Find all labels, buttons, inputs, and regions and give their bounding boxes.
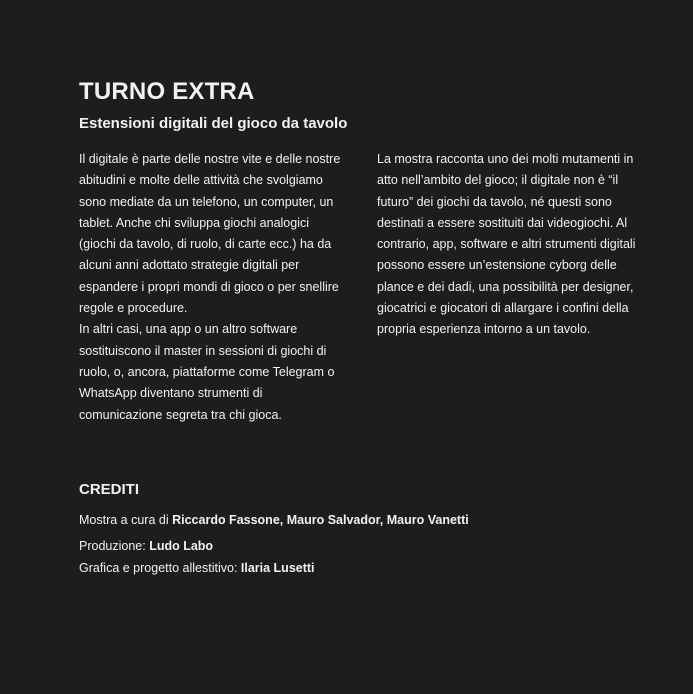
body-columns: [79, 149, 639, 426]
credit-production: [79, 535, 639, 557]
right-column: [377, 149, 639, 426]
credit-design: [79, 557, 639, 579]
credits-title: CREDITI: [79, 480, 139, 498]
exhibition-panel: [79, 78, 639, 579]
left-column: [79, 149, 341, 426]
design-label: Grafica e progetto allestitivo:: [79, 560, 241, 575]
right-column-text: La mostra racconta uno dei molti mutamenti in atto nell’ambito del gioco; il digitale non è “il futuro” dei giochi da tavolo, né questi sono destinati a essere sostituiti dai videogiochi. Al contrario, app, software e altri strumenti digitali possono essere un’estensione cyborg delle plance e dei dadi, una possibilità per designer, giocatrici e giocatori di allargare i confini della propria esperienza intorno a un tavolo.: [377, 152, 636, 337]
production-label: Produzione:: [79, 538, 150, 553]
production-name: Ludo Labo: [149, 538, 214, 553]
curated-names: Riccardo Fassone, Mauro Salvador, Mauro Vanetti: [172, 512, 469, 527]
left-column-text: Il digitale è parte delle nostre vite e delle nostre abitudini e molte delle attività che svolgiamo sono mediate da un telefono, un computer, un tablet. Anche chi sviluppa giochi analogici (giochi da tavolo, di ruolo, di carte ecc.) ha da alcuni anni adottato strategie digitali per espandere i propri mondi di gioco o per snellire regole e procedure. In altri casi, una app o un altro software sostituiscono il master in sessioni di giochi di ruolo, o, ancora, piattaforme come Telegram o WhatsApp diventano strumenti di comunicazione segreta tra chi gioca.: [79, 152, 341, 422]
page-title: TURNO EXTRA: [79, 78, 255, 105]
page-subtitle: Estensioni digitali del gioco da tavolo: [79, 115, 348, 132]
credit-curators: [79, 509, 639, 531]
design-name: Ilaria Lusetti: [240, 560, 315, 575]
credits-section: [79, 480, 639, 579]
curated-label: Mostra a cura di: [79, 512, 173, 527]
